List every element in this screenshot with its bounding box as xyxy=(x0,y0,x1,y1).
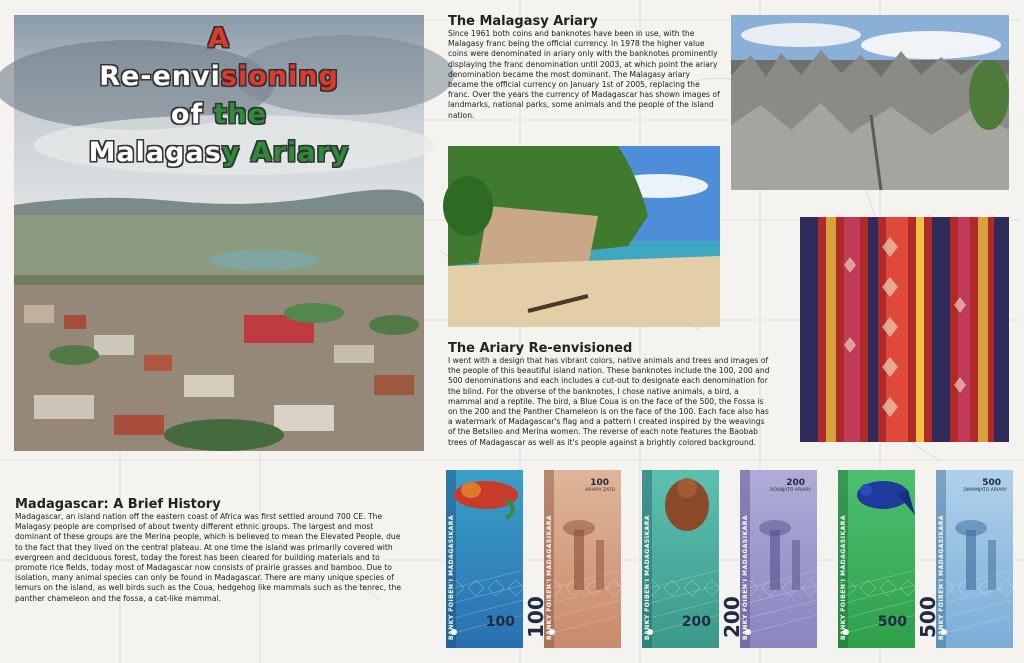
banknote-bank-name: BANKY FOIBEN'I MADAGASIKARA xyxy=(644,514,651,640)
banknote-art xyxy=(544,470,621,648)
banknote-100-obverse xyxy=(446,470,523,648)
tsingy-rock-photo xyxy=(731,15,1009,190)
title-y-ariary: y Ariary xyxy=(221,137,350,168)
banknote-200-obverse xyxy=(642,470,719,648)
banknote-vertical-value: 500 xyxy=(916,596,940,638)
title-word-a: A xyxy=(208,23,230,54)
title-sioning: sioning xyxy=(220,61,339,92)
woven-textile-photo xyxy=(800,217,1009,442)
title-line-1 xyxy=(14,20,424,58)
banknote-value: 500 xyxy=(877,614,907,630)
banknote-value-words: ROANJATO ARIARY xyxy=(770,488,811,493)
reenvisioned-heading: The Ariary Re-envisioned xyxy=(448,341,633,356)
title-the: the xyxy=(213,99,268,130)
title-line-2 xyxy=(14,58,424,96)
history-heading: Madagascar: A Brief History xyxy=(15,497,221,512)
beach-photo xyxy=(448,146,720,327)
banknote-500-obverse xyxy=(838,470,915,648)
title-line-3 xyxy=(14,96,424,134)
banknote-value-words: DIMAMJATO ARIARY xyxy=(963,488,1007,493)
ariary-heading: The Malagasy Ariary xyxy=(448,14,598,29)
title-of: of xyxy=(170,99,214,130)
title-re-envi: Re-envi xyxy=(99,61,221,92)
banknote-top-value: 100 xyxy=(590,478,609,488)
banknote-vertical-value: 200 xyxy=(720,596,744,638)
banknote-500-reverse xyxy=(916,470,1013,648)
reenvisioned-text: I went with a design that has vibrant colors, native animals and trees and images of the people of this beautiful island nation. These banknotes include the 100, 200 and 500 denominations and each includes a cut-out to designate each denomination for the blind. For the obverse of the banknotes, I chose native animals, a bird, a mammal and a reptile. The bird, a Blue Coua is on the face of the 500, the Fossa is on the 200 and the Panther Chameleon is on the face of the 100. Each face also has a watermark of Madagascar's flag and a pattern I created inspired by the weavings of the Betsileo and Merina women. The reverse of each note features the Baobab trees of Madagascar as well as it's people against a brightly colored background. xyxy=(448,356,770,447)
history-section xyxy=(15,497,403,604)
title-malagas: Malagas xyxy=(88,137,222,168)
banknote-bank-name: BANKY FOIBEN'I MADAGASIKARA xyxy=(840,514,847,640)
banknote-vertical-value: 100 xyxy=(524,596,548,638)
banknote-top-value: 200 xyxy=(786,478,805,488)
banknote-100-reverse xyxy=(524,470,621,648)
banknote-art xyxy=(936,470,1013,648)
banknote-value: 200 xyxy=(681,614,711,630)
ariary-section xyxy=(448,14,720,121)
banknote-bank-name: BANKY FOIBEN'I MADAGASIKARA xyxy=(742,514,749,640)
poster-title xyxy=(14,20,424,172)
banknote-value: 100 xyxy=(485,614,515,630)
banknote-bank-name: BANKY FOIBEN'I MADAGASIKARA xyxy=(448,514,455,640)
banknote-bank-name: BANKY FOIBEN'I MADAGASIKARA xyxy=(938,514,945,640)
history-text: Madagascar, an island nation off the eastern coast of Africa was first settled around 700 CE. The Malagasy people are comprised of about twenty different ethnic groups. The largest and most dominant of these groups are the Merina people, which is believed to mean the Elevated People, due to the fact that they lived on the central plateau. At one time the island was primarily covered with evergreen and deciduous forest, today the forest has been cleared for building materials and to promote rice fields, today most of Madagascar now consists of prairie grasses and bamboo. Due to isolation, many animal species can only be found in Madagascar. There are many unique species of lemurs on the island, as well birds such as the Coua, hedgehog like mammals such as the tenrec, the panther chameleon and the fossa, a cat-like mammal. xyxy=(15,512,402,603)
title-line-4 xyxy=(14,134,424,172)
banknote-top-value: 500 xyxy=(982,478,1001,488)
banknote-value-words: ARIARY ZATO xyxy=(585,488,615,493)
banknote-art xyxy=(740,470,817,648)
ariary-text: Since 1961 both coins and banknotes have been in use, with the Malagasy franc being the official currency. In 1978 the higher value coins were denominated in ariary only with the banknotes prominently displaying the franc denomination until 2003, at which point the ariary denomination became the most dominant. The Malagasy ariary became the official currency on January 1st of 2005, replacing the franc. Over the years the currency of Madagascar has shown images of landmarks, national parks, some animals and the people of the island nation. xyxy=(448,29,720,120)
banknote-bank-name: BANKY FOIBEN'I MADAGASIKARA xyxy=(546,514,553,640)
reenvisioned-section xyxy=(448,341,773,448)
banknote-200-reverse xyxy=(720,470,817,648)
